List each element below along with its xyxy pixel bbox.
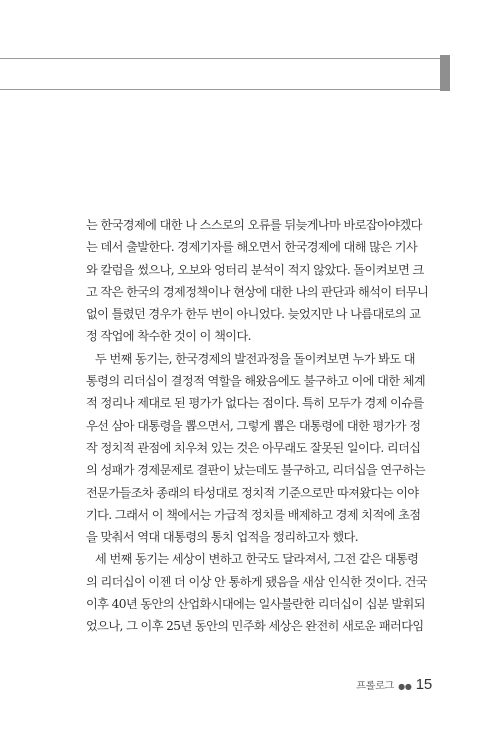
body-line: 기다. 그래서 이 책에서는 가급적 정치를 배제하고 경제 치적에 초점 (86, 507, 421, 522)
header-tab-marker (440, 55, 450, 91)
body-line: 는 한국경제에 대한 나 스스로의 오류를 뒤늦게나마 바로잡아야겠다 (86, 218, 422, 232)
body-text (86, 214, 436, 638)
body-line: 전문가들조차 종래의 타성대로 정치적 기준으로만 따져왔다는 이야 (86, 485, 419, 500)
body-line: 었으나, 그 이후 25년 동안의 민주화 세상은 완전히 새로운 패러다임 (86, 619, 424, 634)
body-line: 통령의 리더십이 결정적 역할을 해왔음에도 불구하고 이에 대한 체계 (86, 374, 426, 389)
body-line: 의 리더십이 이젠 더 이상 안 통하게 됐음을 새삼 인식한 것이다. 건국 (86, 574, 427, 589)
header-band (0, 58, 440, 90)
body-line: 작 정치적 관점에 치우쳐 있는 것은 아무래도 잘못된 일이다. 리더십 (86, 440, 421, 455)
section-label: 프롤로그 (356, 681, 395, 692)
body-line: 세 번째 동기는 세상이 변하고 한국도 달라져서, 그전 같은 대통령 (95, 552, 419, 567)
body-line: 와 칼럼을 썼으나, 오보와 엉터리 분석이 적지 않았다. 돌이켜보면 크 (86, 262, 424, 277)
page-footer (356, 676, 432, 693)
body-line: 두 번째 동기는, 한국경제의 발전과정을 돌이켜보면 누가 봐도 대 (95, 351, 415, 366)
body-line: 우선 삼아 대통령을 뽑으면서, 그렇게 뽑은 대통령에 대한 평가가 정 (86, 418, 421, 433)
decorative-dots: ●● (398, 682, 412, 691)
page-number: 15 (415, 676, 432, 693)
body-line: 의 성패가 경제문제로 결판이 났는데도 불구하고, 리더십을 연구하는 (86, 463, 426, 478)
body-line: 는 데서 출발한다. 경제기자를 해오면서 한국경제에 대해 많은 기사 (86, 240, 418, 255)
body-line: 이후 40년 동안의 산업화시대에는 일사불란한 리더십이 십분 발휘되 (86, 597, 425, 612)
body-line: 정 작업에 착수한 것이 이 책이다. (86, 329, 251, 344)
body-line: 적 정리나 제대로 된 평가가 없다는 점이다. 특히 모두가 경제 이슈를 (86, 396, 424, 411)
body-line: 없이 틀렸던 경우가 한두 번이 아니었다. 늦었지만 나 나름대로의 교 (86, 307, 421, 322)
body-line: 을 맞춰서 역대 대통령의 통치 업적을 정리하고자 했다. (86, 530, 359, 545)
body-line: 고 작은 한국의 경제정책이나 현상에 대한 나의 판단과 해석이 터무니 (86, 284, 429, 299)
